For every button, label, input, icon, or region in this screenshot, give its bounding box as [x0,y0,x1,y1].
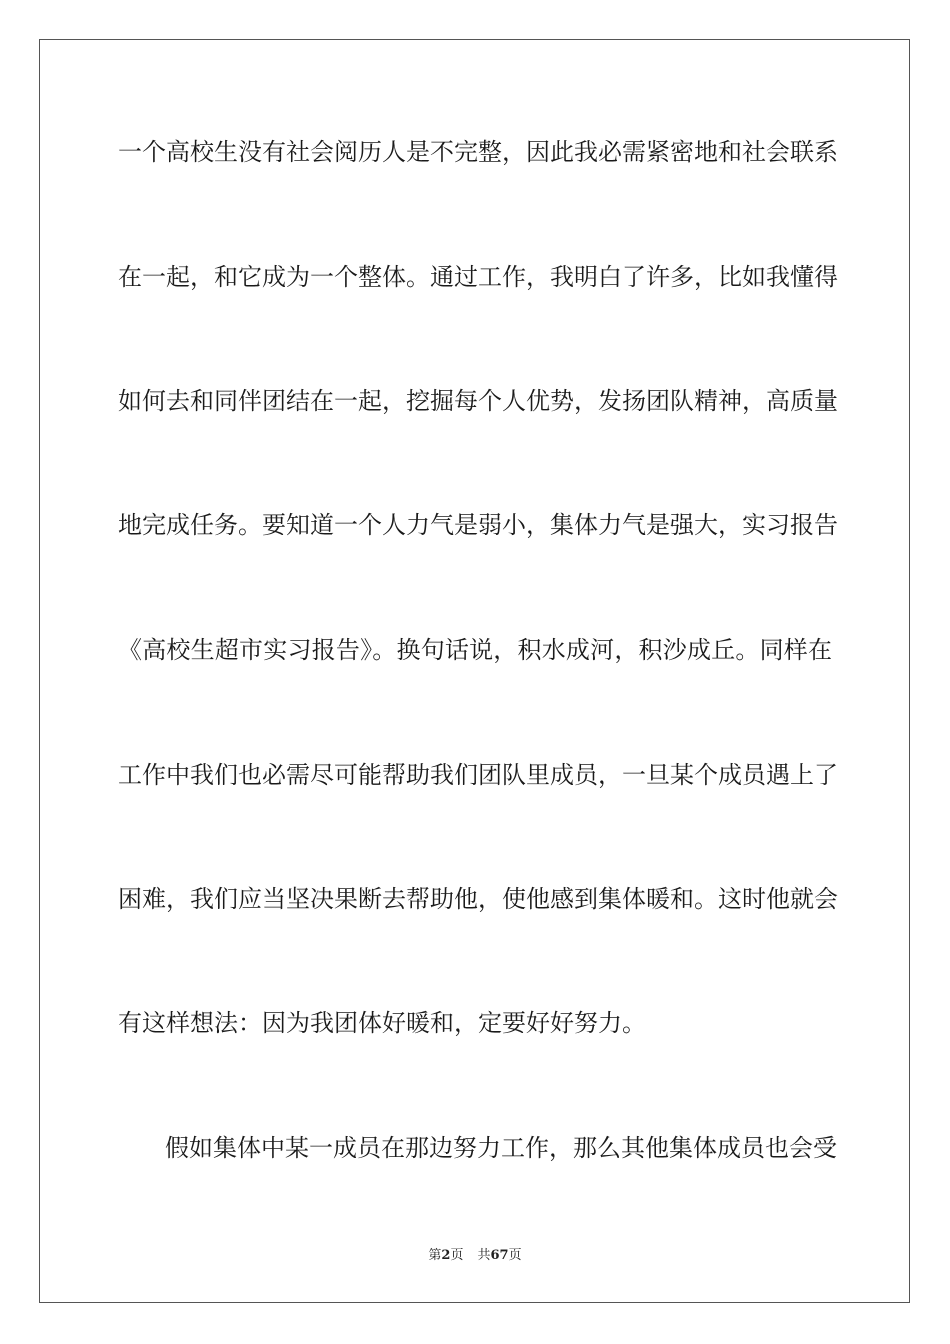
text-line: 有这样想法：因为我团体好暖和，定要好好努力。 [118,1009,646,1037]
text-line: 地完成任务。要知道一个人力气是弱小，集体力气是强大，实习报告 [118,511,838,539]
text-line: 困难，我们应当坚决果断去帮助他，使他感到集体暖和。这时他就会 [118,885,838,913]
text-line: 工作中我们也必需尽可能帮助我们团队里成员，一旦某个成员遇上了 [118,761,838,789]
total-prefix: 共 [477,1248,491,1263]
page-prefix: 第 [428,1248,442,1263]
text-line: 在一起，和它成为一个整体。通过工作，我明白了许多，比如我懂得 [118,263,838,291]
page-suffix: 页 [450,1248,464,1263]
paragraph-first-line: 假如集体中某一成员在那边努力工作，那么其他集体成员也会受 [165,1134,837,1162]
text-line: 如何去和同伴团结在一起，挖掘每个人优势，发扬团队精神，高质量 [118,387,838,415]
total-suffix: 页 [508,1248,522,1263]
page-footer [0,1247,950,1265]
page-border [39,39,910,1303]
page-number: 2 [441,1248,451,1263]
total-pages: 67 [490,1248,509,1263]
text-line: 一个高校生没有社会阅历人是不完整，因此我必需紧密地和社会联系 [118,138,838,166]
text-line: 《高校生超市实习报告》。换句话说，积水成河，积沙成丘。同样在 [118,636,832,664]
